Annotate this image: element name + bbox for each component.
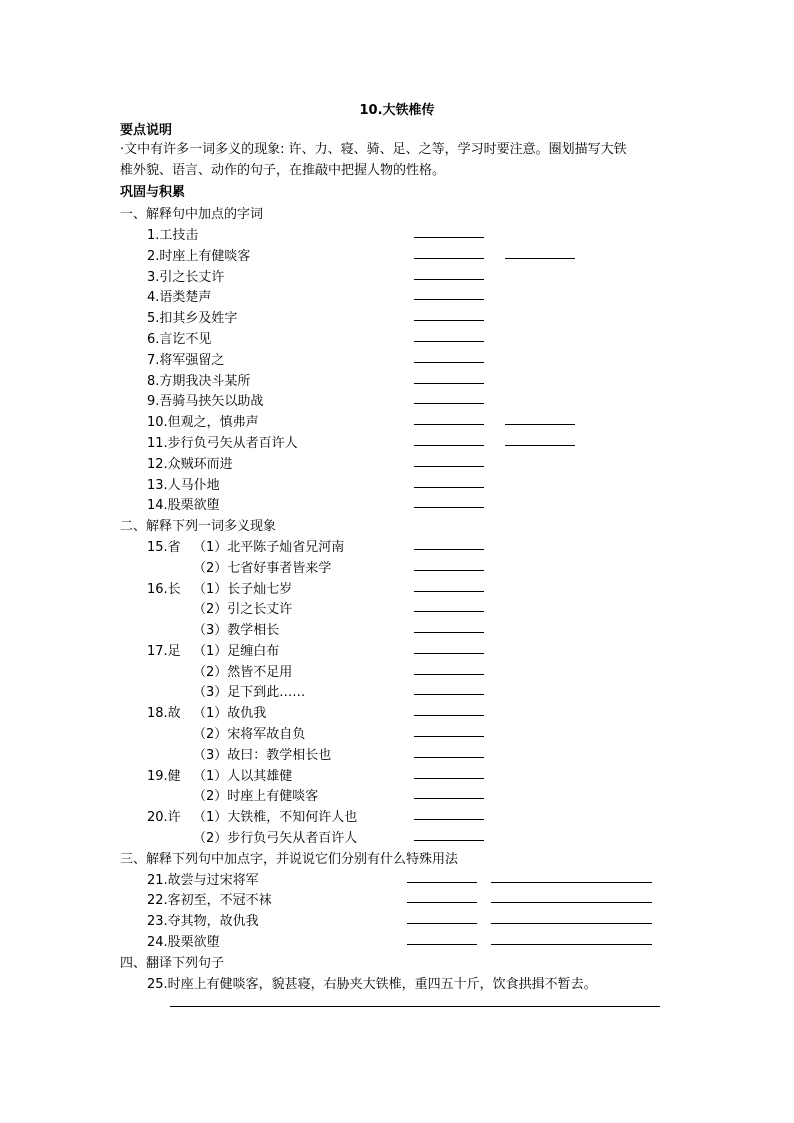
answer-blank[interactable]	[414, 591, 484, 592]
list-item	[0, 661, 794, 681]
list-item	[0, 494, 794, 514]
question-text: 9.吾骑马挟矢以助战	[147, 394, 264, 409]
answer-blank[interactable]	[414, 694, 484, 695]
list-item	[0, 370, 794, 390]
usage-blank[interactable]	[491, 944, 652, 945]
list-item	[0, 973, 794, 993]
question-text: （2）然皆不足用	[193, 665, 293, 680]
part4-heading: 四、翻译下列句子	[120, 956, 225, 971]
answer-blank[interactable]	[414, 507, 484, 508]
question-text: （2）宋将军故自负	[193, 727, 306, 742]
key-points-line-1: ·文中有许多一词多义的现象: 许、力、寝、骑、足、之等，学习时要注意。圈划描写大铁	[120, 142, 627, 157]
list-item	[0, 619, 794, 639]
answer-blank[interactable]	[414, 674, 484, 675]
question-label: 18.故	[147, 706, 181, 721]
question-text: 23.夺其物，故仇我	[147, 914, 259, 929]
answer-blank[interactable]	[407, 902, 477, 903]
key-points-line-2: 椎外貌、语言、动作的句子，在推敲中把握人物的性格。	[120, 163, 446, 178]
question-text: （2）七省好事者皆来学	[193, 561, 332, 576]
list-item	[0, 328, 794, 348]
answer-blank[interactable]	[414, 632, 484, 633]
question-text: 11.步行负弓矢从者百许人	[147, 436, 298, 451]
consolidation-heading: 巩固与积累	[120, 185, 186, 200]
answer-blank[interactable]	[414, 549, 484, 550]
list-item	[0, 806, 794, 826]
answer-blank[interactable]	[414, 279, 484, 280]
key-points-heading: 要点说明	[120, 123, 173, 138]
question-text: 12.众贼环而进	[147, 457, 233, 472]
answer-blank[interactable]	[414, 466, 484, 467]
answer-blank[interactable]	[414, 237, 484, 238]
part3-heading: 三、解释下列句中加点字，并说说它们分别有什么特殊用法	[120, 852, 459, 867]
question-text: 8.方期我决斗某所	[147, 374, 251, 389]
list-item	[0, 744, 794, 764]
list-item	[0, 785, 794, 805]
answer-blank[interactable]	[414, 403, 484, 404]
list-item	[0, 557, 794, 577]
list-item	[0, 681, 794, 701]
list-item	[0, 307, 794, 327]
question-label: 17.足	[147, 644, 181, 659]
question-text: （1）大铁椎，不知何许人也	[193, 810, 358, 825]
question-text: 5.扣其乡及姓字	[147, 311, 238, 326]
usage-blank[interactable]	[491, 923, 652, 924]
translation-answer-line[interactable]	[170, 1006, 660, 1007]
list-item	[0, 765, 794, 785]
question-text: （2）步行负弓矢从者百许人	[193, 831, 358, 846]
answer-blank[interactable]	[414, 715, 484, 716]
answer-blank[interactable]	[505, 258, 575, 259]
question-text: 22.客初至，不冠不袜	[147, 893, 272, 908]
question-text: 1.工技击	[147, 228, 199, 243]
question-label: 19.健	[147, 769, 181, 784]
list-item	[0, 598, 794, 618]
answer-blank[interactable]	[414, 778, 484, 779]
answer-blank[interactable]	[505, 424, 575, 425]
answer-blank[interactable]	[505, 445, 575, 446]
answer-blank[interactable]	[414, 487, 484, 488]
question-text: 6.言讫不见	[147, 332, 212, 347]
question-text: （1）故仇我	[193, 706, 267, 721]
answer-blank[interactable]	[407, 923, 477, 924]
question-text: （1）长子灿七岁	[193, 582, 293, 597]
question-text: （2）引之长丈许	[193, 602, 293, 617]
answer-blank[interactable]	[414, 320, 484, 321]
question-text: （3）足下到此……	[193, 685, 306, 700]
usage-blank[interactable]	[491, 902, 652, 903]
page-title: 10.大铁椎传	[359, 103, 435, 118]
list-item	[0, 869, 794, 889]
question-label: 20.许	[147, 810, 181, 825]
list-item	[0, 224, 794, 244]
question-text: 13.人马仆地	[147, 478, 220, 493]
answer-blank[interactable]	[414, 653, 484, 654]
answer-blank[interactable]	[414, 611, 484, 612]
list-item	[0, 453, 794, 473]
part2-heading: 二、解释下列一词多义现象	[120, 519, 277, 534]
list-item	[0, 931, 794, 951]
part1-heading: 一、解释句中加点的字词	[120, 207, 264, 222]
question-text: 4.语类楚声	[147, 290, 212, 305]
list-item	[0, 702, 794, 722]
answer-blank[interactable]	[414, 341, 484, 342]
question-text: （2）时座上有健啖客	[193, 789, 319, 804]
question-text: （1）人以其雄健	[193, 769, 293, 784]
question-text: （1）北平陈子灿省兄河南	[193, 540, 345, 555]
question-label: 16.长	[147, 582, 181, 597]
answer-blank[interactable]	[414, 258, 484, 259]
answer-blank[interactable]	[407, 944, 477, 945]
list-item	[0, 432, 794, 452]
list-item	[0, 910, 794, 930]
list-item	[0, 640, 794, 660]
question-text: 14.股栗欲堕	[147, 498, 220, 513]
list-item	[0, 286, 794, 306]
answer-blank[interactable]	[414, 798, 484, 799]
answer-blank[interactable]	[414, 424, 484, 425]
question-text: （3）教学相长	[193, 623, 280, 638]
answer-blank[interactable]	[414, 362, 484, 363]
answer-blank[interactable]	[407, 882, 477, 883]
question-text: 24.股栗欲堕	[147, 935, 220, 950]
list-item	[0, 723, 794, 743]
question-text: 21.故尝与过宋将军	[147, 873, 259, 888]
list-item	[0, 349, 794, 369]
list-item	[0, 245, 794, 265]
list-item	[0, 889, 794, 909]
question-text: 2.时座上有健啖客	[147, 249, 251, 264]
answer-blank[interactable]	[414, 757, 484, 758]
list-item	[0, 390, 794, 410]
question-text: 7.将军强留之	[147, 353, 225, 368]
answer-blank[interactable]	[414, 840, 484, 841]
list-item	[0, 411, 794, 431]
answer-blank[interactable]	[414, 570, 484, 571]
list-item	[0, 578, 794, 598]
answer-blank[interactable]	[414, 819, 484, 820]
question-text: 3.引之长丈许	[147, 270, 225, 285]
list-item	[0, 266, 794, 286]
answer-blank[interactable]	[414, 299, 484, 300]
question-text: 25.时座上有健啖客，貌甚寝，右胁夹大铁椎，重四五十斤，饮食拱揖不暂去。	[147, 977, 597, 992]
question-text: 10.但观之，慎弗声	[147, 415, 259, 430]
usage-blank[interactable]	[491, 882, 652, 883]
question-text: （3）故曰：教学相长也	[193, 748, 332, 763]
list-item	[0, 827, 794, 847]
question-text: （1）足缠白布	[193, 644, 280, 659]
answer-blank[interactable]	[414, 383, 484, 384]
list-item	[0, 474, 794, 494]
question-label: 15.省	[147, 540, 181, 555]
answer-blank[interactable]	[414, 445, 484, 446]
answer-blank[interactable]	[414, 736, 484, 737]
list-item	[0, 536, 794, 556]
